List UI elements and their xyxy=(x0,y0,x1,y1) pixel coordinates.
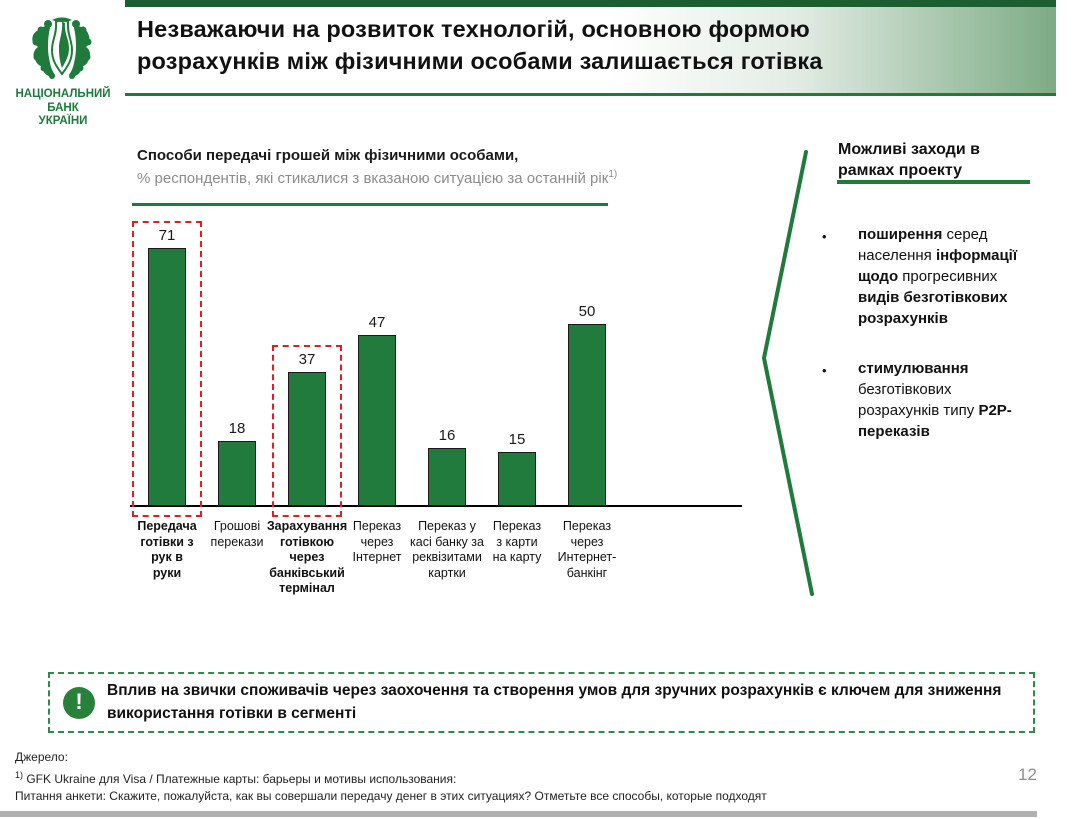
slide-title-line2: розрахунків між фізичними особами залишається готівка xyxy=(137,48,823,74)
footer-survey-note: Питання анкети: Скажите, пожалуйста, как вы совершали передачу денег в этих ситуациях? Отметьте все способы, которые подходят xyxy=(15,789,767,803)
header-top-bar xyxy=(125,0,1056,7)
right-panel-heading-line2: рамках проекту xyxy=(838,161,963,179)
right-panel-bullet-list xyxy=(822,224,1036,442)
chart-title-rule xyxy=(132,203,608,206)
slide-title-line1: Незважаючи на розвиток технологій, основною формою xyxy=(137,16,810,42)
bar xyxy=(498,452,536,506)
bar-value-label: 47 xyxy=(368,314,386,331)
right-panel-underline xyxy=(837,180,1030,184)
x-axis-label: Переказ через Інтернет xyxy=(352,519,402,564)
nbu-emblem-icon xyxy=(24,16,100,88)
footer-source-note xyxy=(15,767,975,789)
page-number: 12 xyxy=(1018,765,1037,784)
logo-line: НАЦІОНАЛЬНИЙ xyxy=(15,88,111,100)
bar xyxy=(288,372,326,506)
callout-box xyxy=(48,672,1035,733)
bullet-item xyxy=(822,358,1036,442)
bullet-marker: • xyxy=(822,363,827,378)
nbu-logo-text xyxy=(6,88,120,129)
chart-subtitle-footnote-marker: 1) xyxy=(608,169,618,180)
bottom-scrollbar[interactable] xyxy=(0,811,1037,817)
chart-plot xyxy=(130,215,746,517)
exclamation-icon: ! xyxy=(63,687,95,719)
x-axis-label: Грошові перекази xyxy=(210,519,264,549)
footer xyxy=(15,749,975,806)
chart-subtitle xyxy=(137,169,617,187)
bullet-marker: • xyxy=(822,229,827,244)
bar-value-label: 15 xyxy=(508,431,526,448)
bar xyxy=(358,335,396,506)
right-panel-heading xyxy=(838,140,1048,181)
footer-source-label: Джерело: xyxy=(15,750,68,764)
bullet-text: поширення серед населення інформації щодо прогресивних видів безготівкових розрахунків xyxy=(858,226,1018,327)
bar-value-label: 37 xyxy=(298,351,316,368)
slide-title xyxy=(137,13,1017,77)
bar-value-label: 16 xyxy=(438,427,456,444)
right-panel-heading-line1: Можливі заходи в xyxy=(838,141,980,158)
chevron-brace-icon xyxy=(742,146,822,601)
x-axis-label: Переказ з карти на карту xyxy=(492,519,542,564)
x-axis-label: Передача готівки з рук в руки xyxy=(137,519,197,580)
bar xyxy=(428,448,466,506)
x-axis-label: Переказ у касі банку за реквізитами картки xyxy=(410,519,484,580)
footer-footnote-marker: 1) xyxy=(15,769,24,780)
bar-value-label: 18 xyxy=(228,420,246,437)
callout-text: Вплив на звички споживачів через заохочення та створення умов для зручних розрахунків є ключем для зниження використання готівки в сегменті xyxy=(107,682,1002,722)
bar xyxy=(148,248,186,506)
x-axis-label: Переказ через Интернет- банкінг xyxy=(557,519,617,580)
header-underline xyxy=(125,93,1056,96)
logo-line: УКРАЇНИ xyxy=(38,115,88,127)
bar-value-label: 50 xyxy=(578,303,596,320)
header xyxy=(125,0,1056,96)
bar-value-label: 71 xyxy=(158,227,176,244)
bar xyxy=(218,441,256,506)
bullet-text: стимулювання безготівкових розрахунків типу P2P-переказів xyxy=(858,360,1012,440)
chart-title: Способи передачі грошей між фізичними особами, xyxy=(137,147,519,164)
bullet-item xyxy=(822,224,1036,329)
bar xyxy=(568,324,606,506)
footer-footnote-text: GFK Ukraine для Visa / Платежные карты: барьеры и мотивы использования: xyxy=(23,771,457,786)
chart-x-labels xyxy=(130,519,746,609)
chart-subtitle-text: % респондентів, які стикалися з вказаною ситуацією за останній рік xyxy=(137,170,609,187)
logo-line: БАНК xyxy=(47,101,79,114)
x-axis-label: Зарахування готівкою через банківський термінал xyxy=(266,519,348,595)
